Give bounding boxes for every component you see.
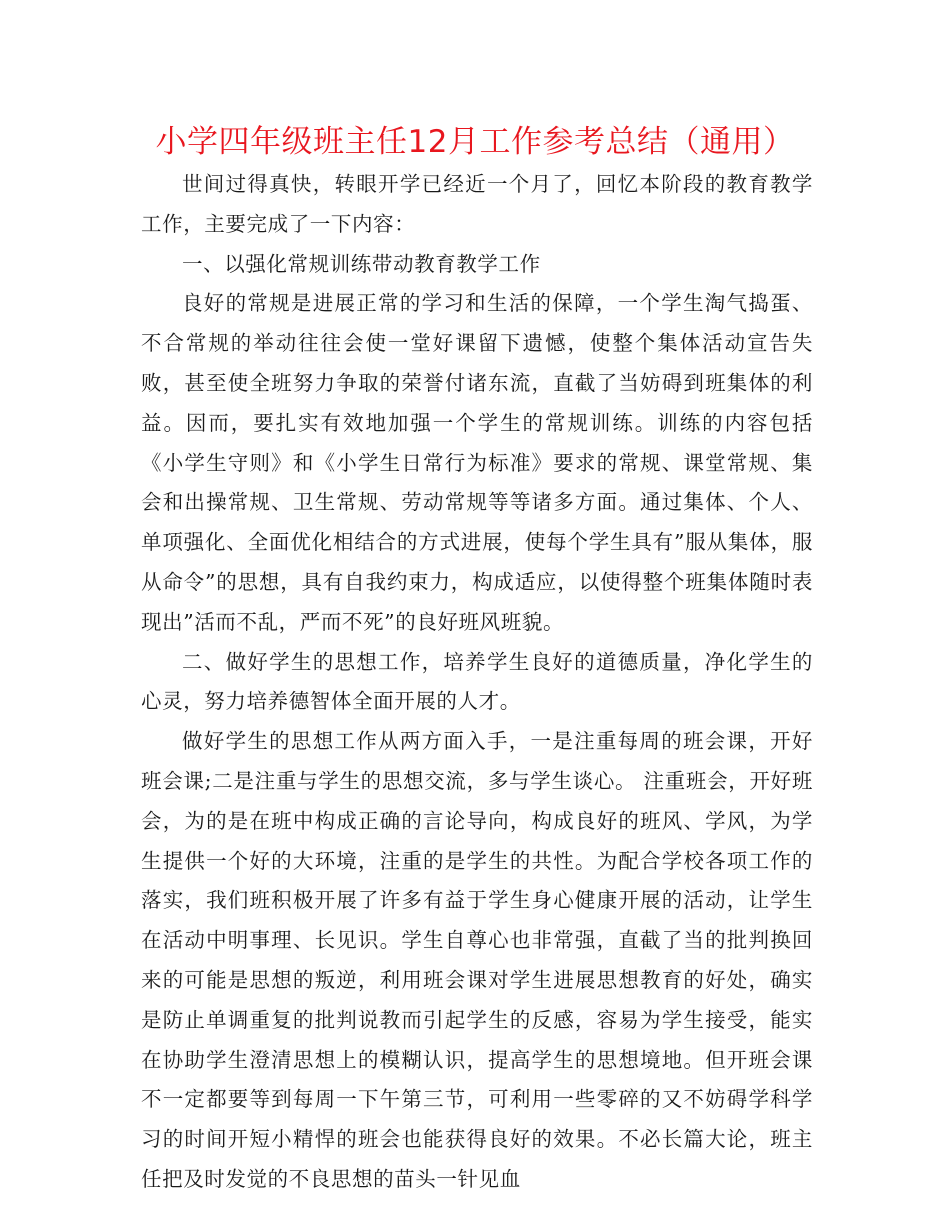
paragraph-ideological-work: 做好学生的思想工作从两方面入手，一是注重每周的班会课，开好班会课;二是注重与学生的思想交流，多与学生谈心。 注重班会，开好班会，为的是在班中构成正确的言论导向，构成良好的班风、学风，为学生提供一个好的大环境，注重的是学生的共性。为配合学校各项工作的落实，我们班积极开展了许多有益于学生身心健康开展的活动，让学生在活动中明事理、长见识。学生自尊心也非常强，直截了当的批判换回来的可能是思想的叛逆，利用班会课对学生进展思想教育的好处，确实是防止单调重复的批判说教而引起学生的反感，容易为学生接受，能实在协助学生澄清思想上的模糊认识，提高学生的思想境地。但开班会课不一定都要等到每周一下午第三节，可利用一些零碎的又不妨碍学科学习的时间开短小精悍的班会也能获得良好的效果。不必长篇大论，班主任把及时发觉的不良思想的苗头一针见血	[141, 729, 813, 1191]
paragraph-intro: 世间过得真快，转眼开学已经近一个月了，回忆本阶段的教育教学工作，主要完成了一下内容：	[141, 172, 813, 236]
paragraph-routine-training: 良好的常规是进展正常的学习和生活的保障，一个学生淘气捣蛋、不合常规的举动往往会使一堂好课留下遗憾，使整个集体活动宣告失败，甚至使全班努力争取的荣誉付诸东流，直截了当妨碍到班集体的利益。因而，要扎实有效地加强一个学生的常规训练。训练的内容包括《小学生守则》和《小学生日常行为标准》要求的常规、课堂常规、集会和出操常规、卫生常规、劳动常规等等诸多方面。通过集体、个人、单项强化、全面优化相结合的方式进展，使每个学生具有”服从集体，服从命令”的思想，具有自我约束力，构成适应，以使得整个班集体随时表现出”活而不乱，严而不死”的良好班风班貌。	[141, 291, 813, 634]
document-title: 小学四年级班主任12月工作参考总结（通用）	[155, 124, 795, 160]
heading-section-1: 一、以强化常规训练带动教育教学工作	[182, 251, 541, 276]
document-body	[141, 165, 813, 1200]
heading-section-2: 二、做好学生的思想工作，培养学生良好的道德质量，净化学生的心灵，努力培养德智体全面开展的人才。	[141, 649, 813, 714]
